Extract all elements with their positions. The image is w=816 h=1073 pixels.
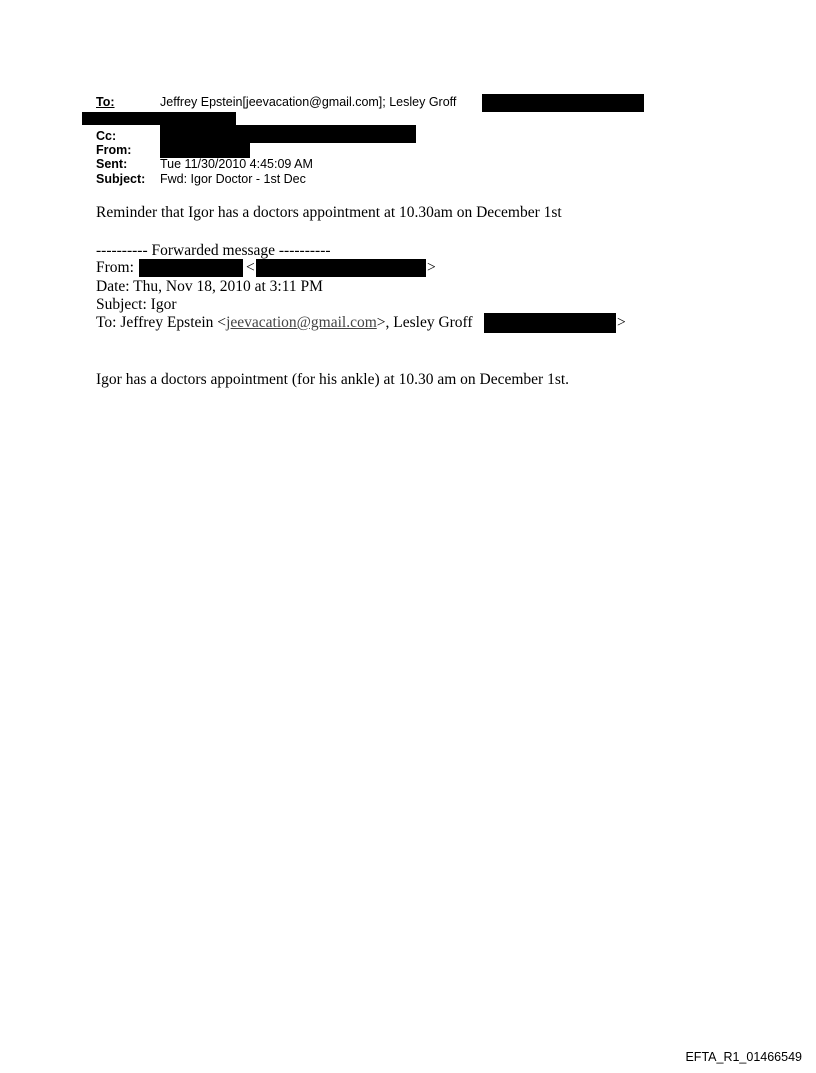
to-value: Jeffrey Epstein[jeevacation@gmail.com]; Lesley Groff xyxy=(160,95,457,109)
forwarded-divider: ---------- Forwarded message ---------- xyxy=(96,242,331,259)
fwd-from-gt: > xyxy=(427,259,436,276)
reminder-text: Reminder that Igor has a doctors appointment at 10.30am on December 1st xyxy=(96,204,562,221)
redaction-cc xyxy=(160,125,416,143)
fwd-to-row xyxy=(96,314,473,331)
redaction-fwd-to-email xyxy=(484,313,616,333)
fwd-date: Date: Thu, Nov 18, 2010 at 3:11 PM xyxy=(96,278,323,295)
fwd-from-lt: < xyxy=(246,259,255,276)
fwd-to-email-link[interactable]: jeevacation@gmail.com xyxy=(226,314,377,331)
cc-label: Cc: xyxy=(96,129,117,143)
sent-label: Sent: xyxy=(96,157,128,171)
to-label: To: xyxy=(96,95,115,109)
fwd-subject: Subject: Igor xyxy=(96,296,177,313)
subject-value: Fwd: Igor Doctor - 1st Dec xyxy=(160,172,306,186)
fwd-to-middle: >, Lesley Groff xyxy=(376,314,473,331)
message-text: Igor has a doctors appointment (for his ankle) at 10.30 am on December 1st. xyxy=(96,371,570,388)
fwd-from-row xyxy=(96,259,134,276)
redaction-fwd-from-email xyxy=(256,259,426,277)
redaction-from xyxy=(160,143,250,158)
redaction-fwd-from-name xyxy=(139,259,243,277)
document-id: EFTA_R1_01466549 xyxy=(685,1050,802,1064)
redaction-to-continued xyxy=(82,112,236,125)
fwd-to-prefix: To: Jeffrey Epstein < xyxy=(96,314,227,331)
from-label: From: xyxy=(96,143,132,157)
sent-value: Tue 11/30/2010 4:45:09 AM xyxy=(160,157,313,171)
redaction-to-email xyxy=(482,94,644,112)
fwd-from-label: From: xyxy=(96,259,134,276)
subject-label: Subject: xyxy=(96,172,146,186)
fwd-to-gt: > xyxy=(617,314,626,331)
